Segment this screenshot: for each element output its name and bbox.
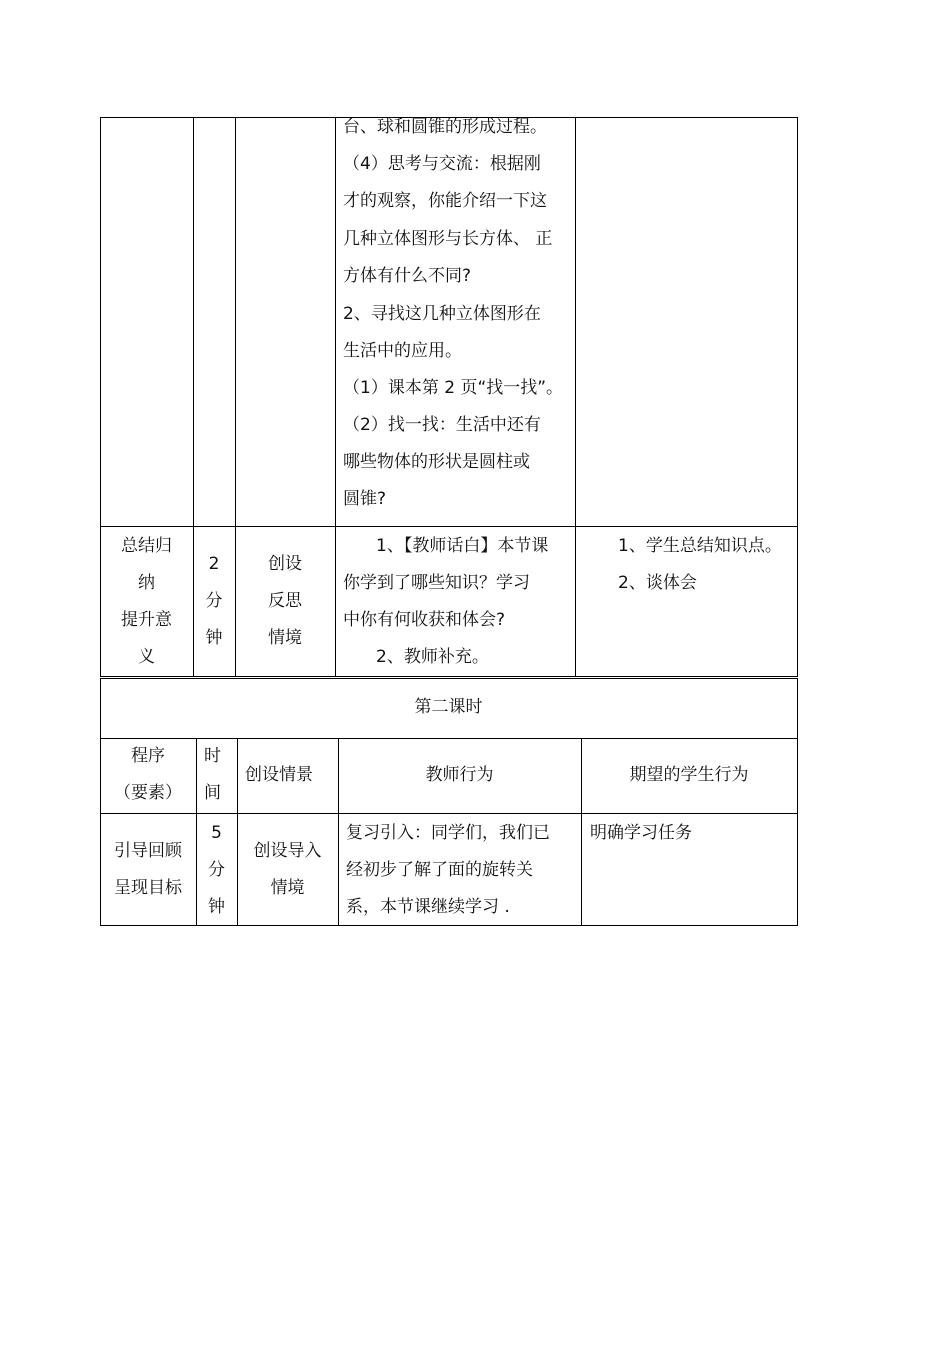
- text-line: 创设导入: [253, 841, 322, 861]
- header-scene: 创设情景: [245, 765, 313, 785]
- text-line: 分: [205, 591, 223, 611]
- text-line: 钟: [205, 628, 223, 648]
- text-line: 系，本节课继续学习 .: [346, 897, 510, 917]
- header-student: 期望的学生行为: [629, 765, 749, 785]
- text-line: 间: [204, 783, 221, 803]
- text-line: 提升意: [121, 610, 172, 630]
- text-line: （2）找一找：生活中还有: [343, 415, 541, 435]
- text-line: 情境: [268, 628, 302, 648]
- text-line: 你学到了哪些知识？学习: [343, 573, 530, 593]
- text-line: 几种立体图形与长方体、 正: [343, 229, 553, 249]
- text-line: 圆锥?: [343, 489, 387, 509]
- text-line: 总结归: [121, 536, 172, 556]
- text-line: 创设: [268, 554, 302, 574]
- text-line: 呈现目标: [114, 878, 182, 898]
- text-line: 经初步了解了面的旋转关: [346, 860, 533, 880]
- text-line: 2、寻找这几种立体图形在: [343, 304, 541, 324]
- text-line: 情境: [270, 878, 305, 898]
- text-line: 哪些物体的形状是圆柱或: [343, 452, 530, 472]
- text-line: 引导回顾: [114, 841, 182, 861]
- text-line: 时: [204, 746, 221, 766]
- text-line: 程序: [131, 746, 165, 766]
- section-title: 第二课时: [414, 697, 483, 717]
- text-line: 1、【教师话白】本节课: [376, 536, 549, 556]
- text-line: 2: [208, 554, 220, 574]
- text-line: 才的观察，你能介绍一下这: [343, 191, 547, 211]
- text-line: 5: [211, 823, 222, 843]
- text-line: 义: [138, 647, 155, 667]
- text-line: 2、教师补充。: [376, 647, 489, 667]
- text-line: 反思: [268, 591, 302, 611]
- header-teacher: 教师行为: [425, 765, 494, 785]
- text-line: （1）课本第 2 页“找一找”。: [343, 378, 564, 398]
- text-line: 钟: [208, 897, 225, 917]
- student-behavior-cell: 明确学习任务: [590, 823, 692, 843]
- text-line: 纳: [138, 573, 155, 593]
- text-line: 分: [208, 860, 225, 880]
- text-line: 中你有何收获和体会?: [343, 610, 506, 630]
- text-line: 方体有什么不同?: [343, 266, 472, 286]
- text-line: 复习引入：同学们，我们已: [346, 823, 550, 843]
- text-line: （要素）: [114, 783, 182, 803]
- text-line: 台、球和圆锥的形成过程。: [343, 117, 547, 137]
- text-line: 2、谈体会: [618, 573, 697, 593]
- text-line: 1、学生总结知识点。: [618, 536, 782, 556]
- text-line: 生活中的应用。: [343, 341, 462, 361]
- text-line: （4）思考与交流：根据刚: [343, 154, 541, 174]
